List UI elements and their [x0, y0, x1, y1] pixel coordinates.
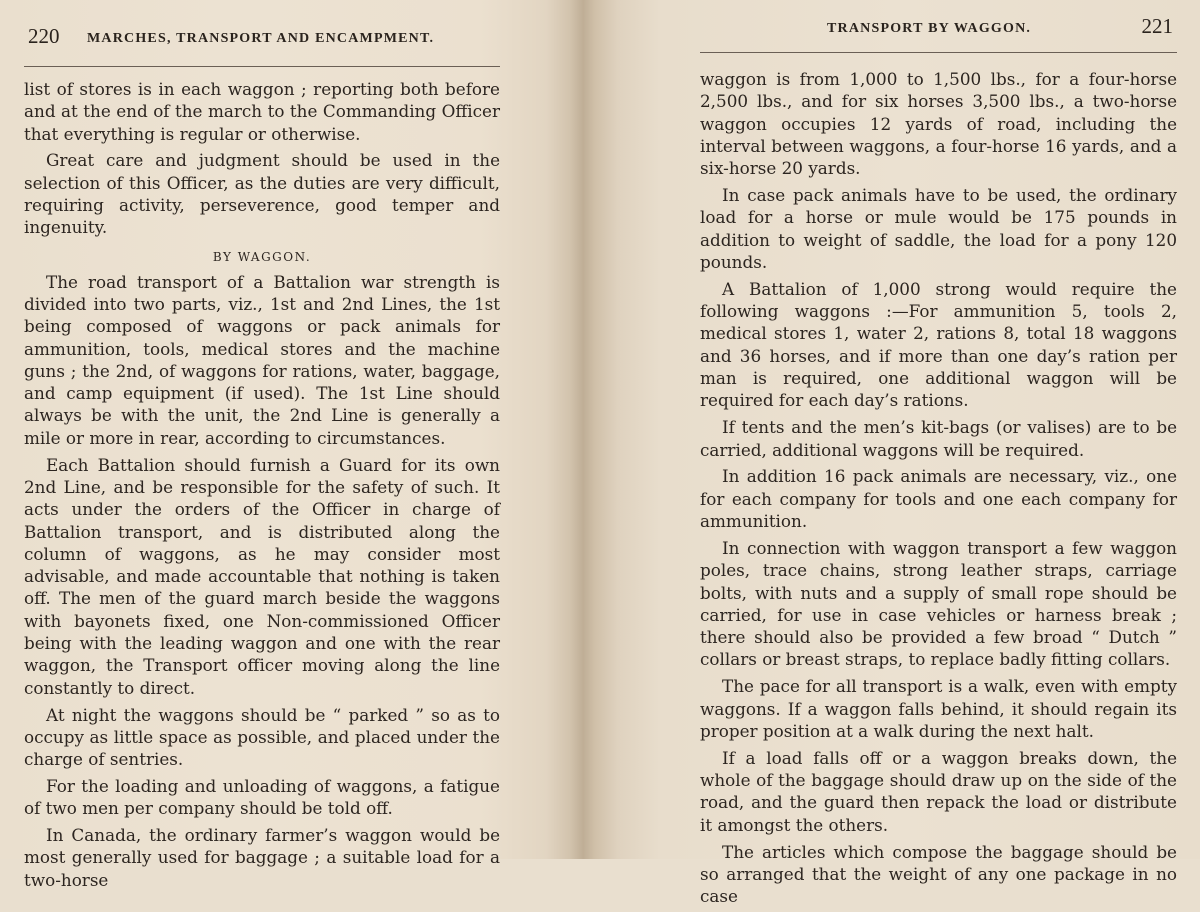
paragraph: waggon is from 1,000 to 1,500 lbs., for a four-horse 2,500 lbs., and for six horses 3,500 lbs., a two-horse waggon occupies 12 yards of road, including the interval between waggons, a four-horse 16 yards, and a six-horse 20 yards. [700, 69, 1177, 179]
left-header-rule [24, 66, 500, 67]
section-heading: BY WAGGON. [212, 249, 312, 264]
paragraph: Great care and judgment should be used in the selection of this Officer, as the duties are very difficult, requiring activity, perseverence, good temper and ingenuity. [24, 150, 500, 238]
paragraph: For the loading and unloading of waggons, a fatigue of two men per company should be told off. [24, 775, 500, 819]
paragraph: A Battalion of 1,000 strong would require the following waggons :—For ammunition 5, tools 2, medical stores 1, water 2, rations 8, total 18 waggons and 36 horses, and if more than one day’s ration per man is required, one additional waggon will be required for each day’s rations. [700, 278, 1177, 411]
left-page [24, 0, 500, 890]
right-page-number: 221 [1141, 14, 1173, 38]
paragraph: In case pack animals have to be used, the ordinary load for a horse or mule would be 175 pounds in addition to weight of saddle, the load for a pony 120 pounds. [700, 185, 1177, 272]
right-page [700, 0, 1177, 907]
right-header-rule [700, 52, 1177, 53]
paragraph: The pace for all transport is a walk, even with empty waggons. If a waggon falls behind, it should regain its proper position at a walk during the next halt. [700, 676, 1177, 741]
paragraph: list of stores is in each waggon ; reporting both before and at the end of the march to the Commanding Officer that everything is regular or otherwise. [24, 79, 500, 144]
paragraph: In connection with waggon transport a few waggon poles, trace chains, strong leather straps, carriage bolts, with nuts and a supply of small rope should be carried, for use in case vehicles or harness break ; there should also be provided a few broad “ Dutch ” collars or breast straps, to replace badly fitting collars. [700, 537, 1177, 670]
paragraph: The road transport of a Battalion war strength is divided into two parts, viz., 1st and 2nd Lines, the 1st being composed of waggons or pack animals for ammunition, tools, medical stores and the machine guns ; the 2nd, of waggons for rations, water, baggage, and camp equipment (if used). The 1st Line should always be with the unit, the 2nd Line is generally a mile or more in rear, according to circumstances. [24, 271, 500, 448]
paragraph: At night the waggons should be “ parked ” so as to occupy as little space as possible, and placed under the charge of sentries. [24, 704, 500, 770]
paragraph: The articles which compose the baggage should be so arranged that the weight of any one package in no case [700, 841, 1177, 907]
left-running-head-title: MARCHES, TRANSPORT AND ENCAMPMENT. [87, 31, 435, 46]
paragraph: If tents and the men’s kit-bags (or valises) are to be carried, additional waggons will be required. [700, 417, 1177, 460]
paragraph: In Canada, the ordinary farmer’s waggon would be most generally used for baggage ; a suitable load for a two-horse [24, 825, 500, 890]
right-running-head-title: TRANSPORT BY WAGGON. [827, 21, 1032, 36]
left-page-number: 220 [28, 24, 60, 48]
left-page-body [24, 78, 500, 896]
right-page-body [700, 68, 1177, 912]
paragraph: Each Battalion should furnish a Guard for its own 2nd Line, and be responsible for the safety of such. It acts under the orders of the Officer in charge of Battalion transport, and is distributed along the column of waggons, as he may consider most advisable, and made accountable that nothing is taken off. The men of the guard march beside the waggons with bayonets fixed, one Non-commissioned Officer being with the leading waggon and one with the rear waggon, the Transport officer moving along the line constantly to direct. [24, 454, 500, 698]
paragraph: If a load falls off or a waggon breaks down, the whole of the baggage should draw up on the side of the road, and the guard then repack the load or distribute it amongst the others. [700, 747, 1177, 835]
paragraph: In addition 16 pack animals are necessary, viz., one for each company for tools and one each company for ammunition. [700, 466, 1177, 532]
